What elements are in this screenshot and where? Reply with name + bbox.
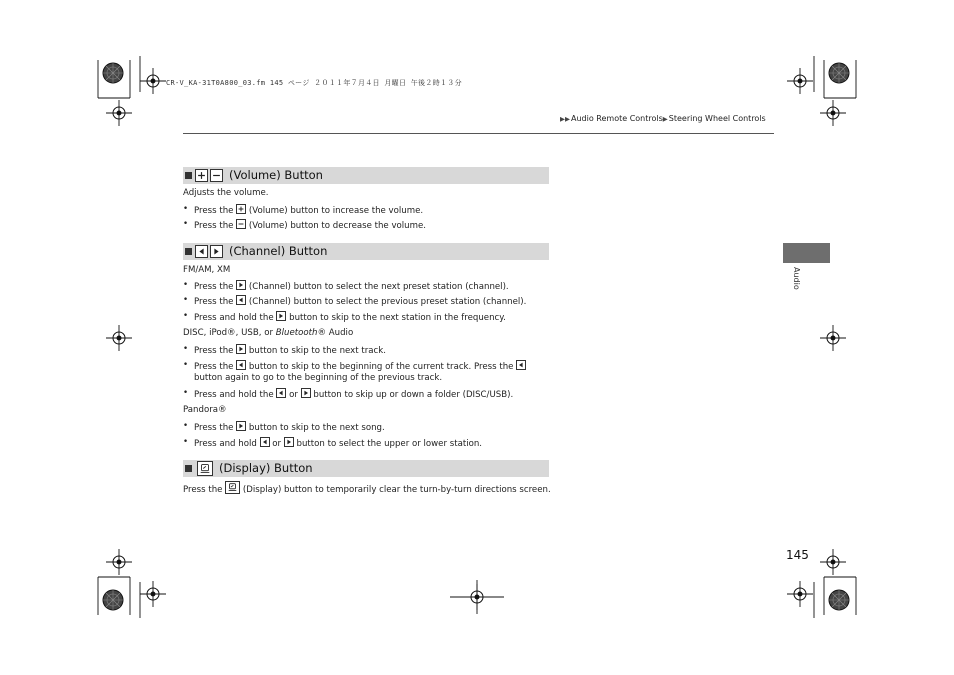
registration-mark: [820, 100, 846, 126]
subheading-fm: FM/AM, XM: [183, 265, 231, 275]
arrow-icon: ▶▶: [560, 115, 570, 123]
list-item-continued: button again to go to the beginning of the previous track.: [194, 373, 443, 383]
text: Press the: [194, 423, 234, 433]
registration-mark: [787, 68, 813, 94]
text: Bluetooth: [275, 328, 318, 338]
text: Press the: [183, 485, 223, 495]
text: (Display) button to temporarily clear the turn-by-turn directions screen.: [242, 485, 551, 495]
text: button to skip to the beginning of the current track. Press the: [248, 362, 514, 372]
text: button to skip to the next song.: [248, 423, 385, 433]
subheading-pandora: Pandora®: [183, 405, 227, 415]
chapter-label: Audio: [792, 267, 801, 290]
breadcrumb-item-steering-wheel[interactable]: Steering Wheel Controls: [668, 114, 766, 123]
text: DISC, iPod®, USB, or: [183, 328, 273, 338]
section-title: (Volume) Button: [229, 168, 323, 182]
arrow-icon: ▶: [662, 115, 668, 123]
volume-intro: Adjusts the volume.: [183, 188, 269, 198]
registration-mark: [787, 581, 813, 607]
text: (Volume) button to decrease the volume.: [248, 221, 427, 231]
text: (Channel) button to select the next preset station (channel).: [248, 282, 509, 292]
registration-mark: [820, 325, 846, 351]
breadcrumb-item-audio-remote[interactable]: Audio Remote Controls: [571, 114, 663, 123]
text: Press the: [194, 206, 234, 216]
print-file-info: CR-V_KA-31T0A800_03.fm 145 ページ ２０１１年７月４日 月曜日 午後２時１３分: [166, 79, 462, 87]
registration-mark: [140, 68, 166, 94]
section-title: (Display) Button: [219, 461, 313, 475]
text: button to skip to the next station in the frequency.: [289, 313, 506, 323]
crop-disc-mark: [103, 590, 123, 610]
registration-mark: [140, 581, 166, 607]
text: Press and hold: [194, 439, 257, 449]
crop-disc-mark: [829, 63, 849, 83]
registration-mark: [106, 549, 132, 575]
text: Press the: [194, 346, 234, 356]
text: Press and hold the: [194, 313, 274, 323]
text: Press the: [194, 297, 234, 307]
text: (Volume) button to increase the volume.: [248, 206, 424, 216]
registration-mark: [106, 325, 132, 351]
section-title: (Channel) Button: [229, 244, 328, 258]
registration-mark: [820, 549, 846, 575]
text: button to skip up or down a folder (DISC/USB).: [313, 390, 514, 400]
text: button to skip to the next track.: [248, 346, 386, 356]
text: ® Audio: [317, 328, 354, 338]
crop-disc-mark: [103, 63, 123, 83]
text: or: [289, 390, 298, 400]
registration-mark: [106, 100, 132, 126]
text: or: [272, 439, 282, 449]
crop-disc-mark: [829, 590, 849, 610]
text: Press and hold the: [194, 390, 274, 400]
page-number: 145: [786, 548, 809, 562]
text: (Channel) button to select the previous preset station (channel).: [248, 297, 527, 307]
text: Press the: [194, 282, 234, 292]
text: Press the: [194, 362, 234, 372]
text: button to select the upper or lower station.: [296, 439, 483, 449]
text: Press the: [194, 221, 234, 231]
